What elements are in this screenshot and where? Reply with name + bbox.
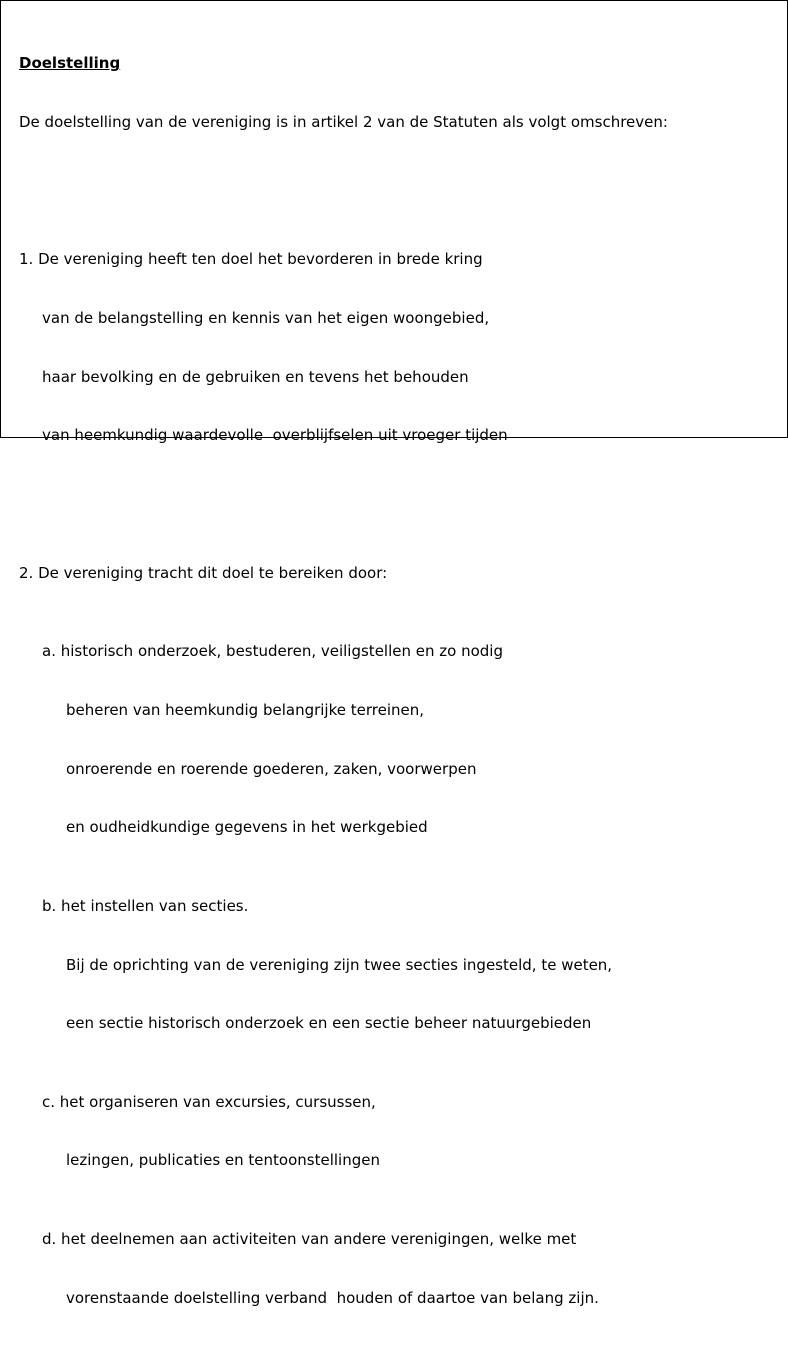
subitem-a-line: onroerende en roerende goederen, zaken, voorwerpen <box>66 759 477 778</box>
point1-line: van de belangstelling en kennis van het eigen woongebied, <box>42 308 490 327</box>
intro-text: De doelstelling van de vereniging is in artikel 2 van de Statuten als volgt omschreven: <box>19 112 668 131</box>
subitem-a-line: en oudheidkundige gegevens in het werkgebied <box>66 818 428 837</box>
spacer <box>19 172 779 192</box>
spacer <box>19 485 779 505</box>
subitem-b-first: b. het instellen van secties. <box>42 896 249 915</box>
subitem-b-line: een sectie historisch onderzoek en een sectie beheer natuurgebieden <box>66 1014 592 1033</box>
point2-intro: 2. De vereniging tracht dit doel te bereiken door: <box>19 563 388 582</box>
point1-line: haar bevolking en de gebruiken en tevens het behouden <box>42 367 469 386</box>
document-body <box>19 15 779 1347</box>
subitem-a-line: beheren van heemkundig belangrijke terreinen, <box>66 700 425 719</box>
subitem-c-first: c. het organiseren van excursies, cursussen, <box>42 1092 376 1111</box>
subitem-c-line: lezingen, publicaties en tentoonstellingen <box>66 1151 380 1170</box>
subitem-a-first: a. historisch onderzoek, bestuderen, veiligstellen en zo nodig <box>42 642 503 660</box>
subitem-d-line: vorenstaande doelstelling verband houden of daartoe van belang zijn. <box>66 1288 599 1307</box>
point1-line: 1. De vereniging heeft ten doel het bevorderen in brede kring <box>19 250 483 269</box>
subitem-d-first: d. het deelnemen aan activiteiten van andere verenigingen, welke met <box>42 1229 577 1248</box>
point1-line: van heemkundig waardevolle overblijfselen uit vroeger tijden <box>42 426 508 445</box>
subitem-b-line: Bij de oprichting van de vereniging zijn twee secties ingesteld, te weten, <box>66 955 613 974</box>
heading: Doelstelling <box>19 54 121 73</box>
